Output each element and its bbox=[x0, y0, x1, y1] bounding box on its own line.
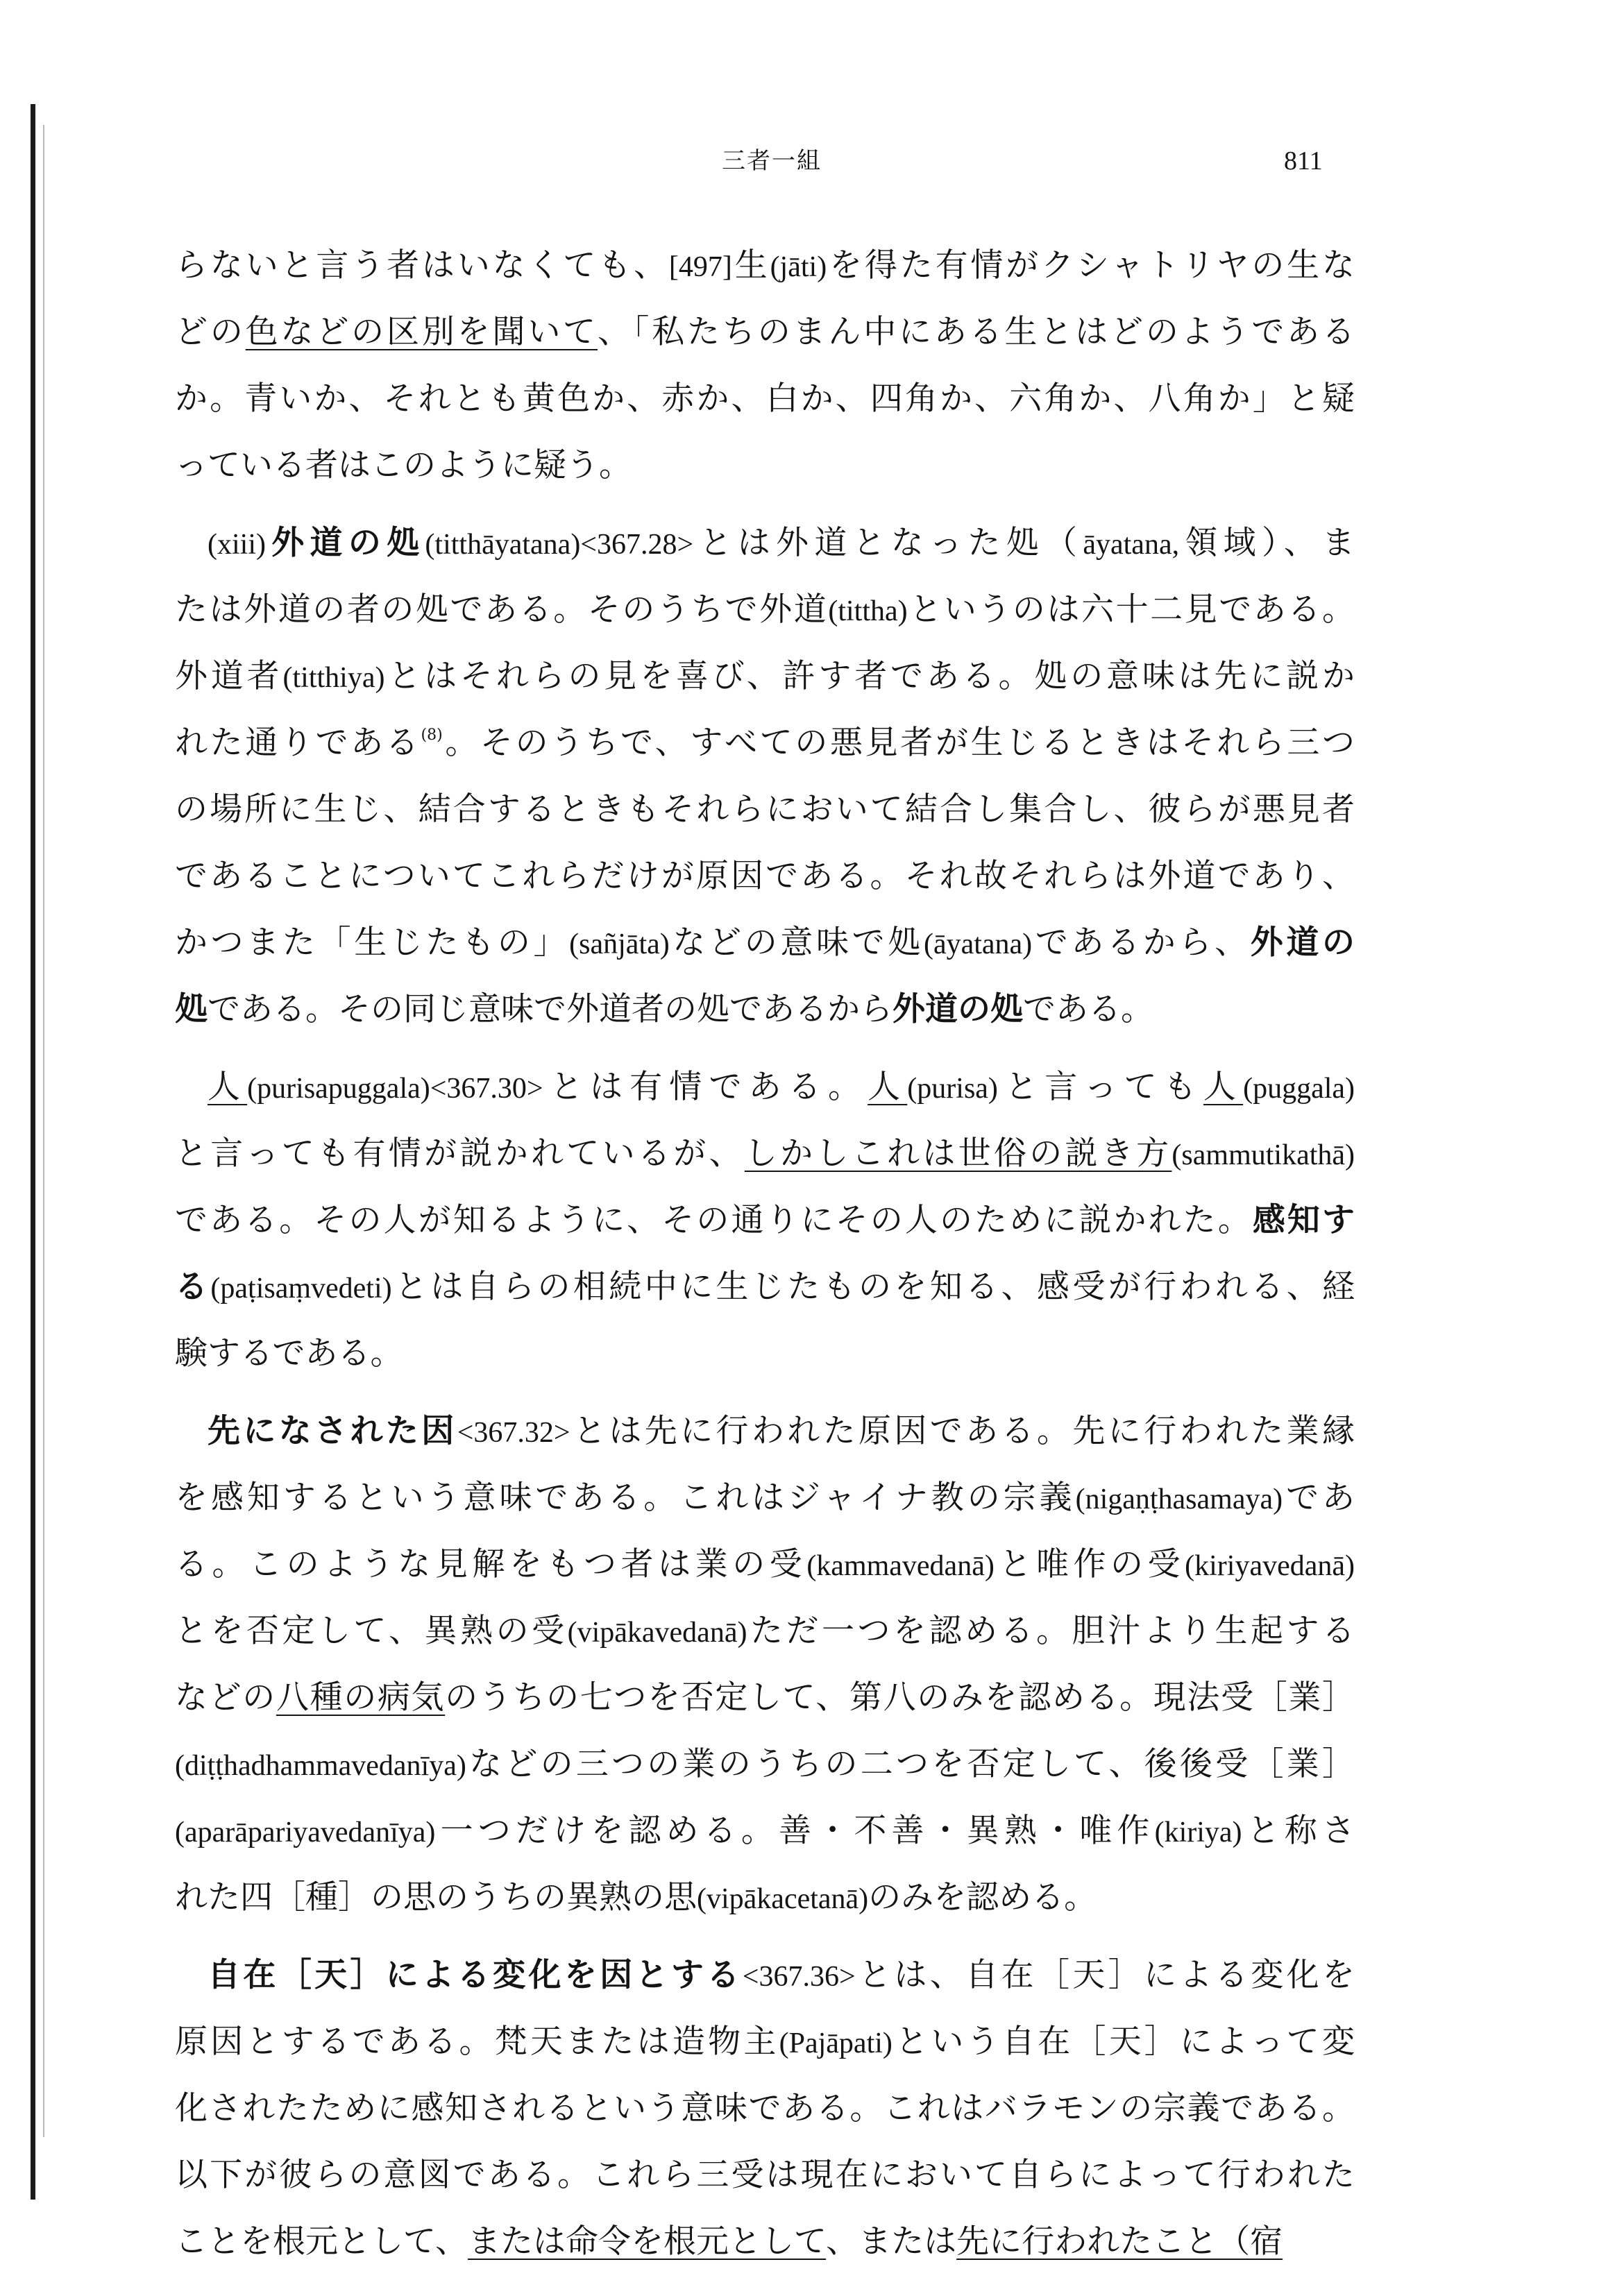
text-run: (nigaṇṭhasamaya) bbox=[1075, 1483, 1283, 1515]
paragraph bbox=[175, 1054, 1355, 1387]
text-run: を感知するという意味である。これはジャイナ教の宗義 bbox=[175, 1479, 1076, 1517]
text-run: とは外道となった処（ bbox=[693, 524, 1083, 562]
text-run: などの三つの業のうちの二つを否定して、後後受［業］ bbox=[466, 1745, 1355, 1783]
text-run: のみを認める。 bbox=[868, 1878, 1097, 1916]
text-run: とを否定して、異熟の受 bbox=[175, 1612, 568, 1650]
text-run: と唯作の受 bbox=[994, 1545, 1185, 1583]
text-run: (kiriya) bbox=[1154, 1817, 1242, 1848]
underlined-text: 人 bbox=[868, 1068, 908, 1106]
text-line bbox=[175, 1665, 1355, 1731]
text-run: と言っても bbox=[997, 1068, 1203, 1106]
scan-binding-edge bbox=[31, 104, 35, 2200]
paragraph bbox=[175, 1398, 1355, 1931]
underlined-text: 人 bbox=[1203, 1068, 1244, 1106]
text-run: 験するである。 bbox=[175, 1334, 403, 1372]
text-run: 化されたために感知されるという意味である。これはバラモンの宗義である。 bbox=[175, 2089, 1355, 2127]
text-run: の場所に生じ、結合するときもそれらにおいて結合し集合し、彼らが悪見者 bbox=[175, 790, 1355, 828]
text-line bbox=[175, 299, 1355, 366]
text-run: れた四［種］の思のうちの異熟の思 bbox=[175, 1878, 697, 1916]
text-run: (titthiya) bbox=[282, 662, 385, 694]
bold-term: 処 bbox=[175, 990, 208, 1028]
text-run: というのは六十二見である。 bbox=[907, 590, 1355, 629]
text-run: ことを根元として、 bbox=[175, 2222, 468, 2261]
bold-term: 外道の処 bbox=[893, 990, 1023, 1028]
text-line bbox=[175, 432, 1355, 499]
text-run: とはそれらの見を喜び、許す者である。処の意味は先に説か bbox=[384, 657, 1355, 695]
text-line bbox=[175, 1731, 1355, 1798]
bold-term: る bbox=[175, 1268, 211, 1306]
paragraph bbox=[175, 1942, 1355, 2275]
text-run: (titthāyatana)<367.28> bbox=[425, 529, 694, 561]
text-run: (sañjāta) bbox=[569, 928, 670, 960]
underlined-text: しかしこれは世俗の説き方 bbox=[744, 1134, 1172, 1173]
text-line bbox=[175, 510, 1355, 577]
text-run: と称さ bbox=[1242, 1812, 1355, 1850]
text-line bbox=[175, 910, 1355, 976]
text-run: であることについてこれらだけが原因である。それ故それらは外道であり、 bbox=[175, 857, 1355, 895]
paragraph bbox=[175, 232, 1355, 499]
text-run: (diṭṭhadhammavedanīya) bbox=[175, 1750, 466, 1782]
text-line bbox=[175, 577, 1355, 643]
text-run: (purisa) bbox=[907, 1073, 998, 1105]
text-run: どの bbox=[175, 313, 246, 351]
text-run: (vipākacetanā) bbox=[697, 1883, 869, 1915]
text-run: (puggala) bbox=[1243, 1073, 1355, 1105]
text-line bbox=[175, 643, 1355, 710]
running-title: 三者一組 bbox=[722, 147, 822, 175]
text-run: 原因とするである。梵天または造物主 bbox=[175, 2023, 779, 2061]
text-line bbox=[175, 366, 1355, 432]
text-run: 、「私たちのまん中にある生とはどのようである bbox=[598, 313, 1355, 351]
page-number: 811 bbox=[1284, 146, 1323, 176]
text-run: と言っても有情が説かれているが、 bbox=[175, 1134, 745, 1173]
text-run: 、または bbox=[826, 2222, 957, 2261]
body-text bbox=[175, 232, 1355, 2275]
text-line bbox=[175, 710, 1355, 776]
text-run: などの意味で処 bbox=[669, 924, 924, 962]
text-run: かつまた「生じたもの」 bbox=[175, 924, 570, 962]
text-run: っている者はこのように疑う。 bbox=[175, 446, 632, 484]
scan-shadow-line bbox=[43, 125, 44, 2137]
text-run: とは先に行われた原因である。先に行われた業縁 bbox=[570, 1412, 1355, 1450]
text-run: (jāti) bbox=[770, 251, 827, 283]
text-run: れた通りである bbox=[175, 724, 421, 762]
text-line bbox=[175, 2009, 1355, 2075]
underlined-text: 人 bbox=[208, 1068, 248, 1106]
text-line bbox=[175, 1398, 1355, 1465]
text-run: 生 bbox=[731, 246, 770, 284]
text-run: (tittha) bbox=[828, 595, 908, 627]
text-run: という自在［天］によって変 bbox=[892, 2023, 1355, 2061]
text-run: である。その同じ意味で外道者の処であるから bbox=[208, 990, 893, 1028]
text-line bbox=[175, 1942, 1355, 2009]
text-line bbox=[175, 1465, 1355, 1531]
bold-term: 外道の bbox=[1250, 924, 1355, 962]
text-run: たは外道の者の処である。そのうちで外道 bbox=[175, 590, 829, 629]
text-run: であ bbox=[1283, 1479, 1355, 1517]
text-line bbox=[175, 1531, 1355, 1598]
text-run: であるから、 bbox=[1032, 924, 1251, 962]
text-line bbox=[175, 976, 1355, 1043]
text-run: 外道者 bbox=[175, 657, 283, 695]
text-line bbox=[175, 2075, 1355, 2142]
text-run: (sammutikathā) bbox=[1172, 1139, 1355, 1171]
text-run: らないと言う者はいなくても、 bbox=[175, 246, 669, 284]
underlined-text: 八種の病気 bbox=[276, 1678, 446, 1717]
text-line bbox=[175, 1121, 1355, 1187]
text-line bbox=[175, 232, 1355, 299]
underlined-text: 色などの区別を聞いて bbox=[245, 313, 598, 351]
text-line bbox=[175, 1054, 1355, 1121]
text-run: (kiriyavedanā) bbox=[1185, 1550, 1355, 1582]
bold-term: 自在［天］による変化を因とする bbox=[208, 1956, 743, 1994]
text-run: である。 bbox=[1023, 990, 1153, 1028]
text-run: (purisapuggala)<367.30> bbox=[247, 1073, 543, 1105]
text-run: ただ一つを認める。胆汁より生起する bbox=[747, 1612, 1355, 1650]
text-run: 領域）、ま bbox=[1179, 524, 1355, 562]
text-run: とは、自在［天］による変化を bbox=[855, 1956, 1355, 1994]
text-run: <367.32> bbox=[457, 1417, 570, 1449]
text-run: である。その人が知るように、その通りにその人のために説かれた。 bbox=[175, 1201, 1253, 1239]
text-run: 。そのうちで、すべての悪見者が生じるときはそれら三つ bbox=[442, 724, 1355, 762]
text-line bbox=[175, 843, 1355, 910]
text-line bbox=[175, 1187, 1355, 1254]
text-line bbox=[175, 2209, 1355, 2275]
footnote-ref: (8) bbox=[421, 726, 443, 744]
text-run: (aparāpariyavedanīya) bbox=[175, 1817, 436, 1848]
bold-term: 先になされた因 bbox=[208, 1412, 457, 1450]
text-run: などの bbox=[175, 1678, 276, 1717]
text-run: (vipākavedanā) bbox=[567, 1617, 747, 1649]
text-run: とは有情である。 bbox=[543, 1068, 868, 1106]
text-line bbox=[175, 776, 1355, 843]
text-run: る。このような見解をもつ者は業の受 bbox=[175, 1545, 807, 1583]
text-run: (xiii) bbox=[208, 529, 266, 561]
text-line bbox=[175, 1254, 1355, 1320]
text-run: とは自らの相続中に生じたものを知る、感受が行われる、経 bbox=[391, 1268, 1355, 1306]
text-line bbox=[175, 1320, 1355, 1387]
text-line bbox=[175, 1798, 1355, 1864]
text-run: āyatana, bbox=[1083, 529, 1180, 561]
text-run: (paṭisaṃvedeti) bbox=[210, 1273, 392, 1304]
bold-term: 感知す bbox=[1252, 1201, 1355, 1239]
text-run: 以下が彼らの意図である。これら三受は現在において自らによって行われた bbox=[175, 2156, 1355, 2194]
text-run: <367.36> bbox=[742, 1961, 856, 1993]
text-line bbox=[175, 1598, 1355, 1665]
text-run: (Pajāpati) bbox=[779, 2027, 893, 2059]
text-run: 一つだけを認める。善・不善・異熟・唯作 bbox=[435, 1812, 1155, 1850]
paragraph bbox=[175, 510, 1355, 1043]
text-run: [497] bbox=[668, 251, 732, 283]
text-run: か。青いか、それとも黄色か、赤か、白か、四角か、六角か、八角か」と疑 bbox=[175, 380, 1355, 418]
text-line bbox=[175, 1864, 1355, 1931]
text-run: (kammavedanā) bbox=[806, 1550, 995, 1582]
text-run: のうちの七つを否定して、第八のみを認める。現法受［業］ bbox=[445, 1678, 1355, 1717]
text-line bbox=[175, 2142, 1355, 2209]
text-run: を得た有情がクシャトリヤの生な bbox=[827, 246, 1355, 284]
text-run: (āyatana) bbox=[923, 928, 1033, 960]
underlined-text: 先に行われたこと（宿 bbox=[956, 2222, 1283, 2261]
underlined-text: または命令を根元として bbox=[468, 2222, 827, 2261]
bold-term: 外道の処 bbox=[265, 524, 425, 562]
